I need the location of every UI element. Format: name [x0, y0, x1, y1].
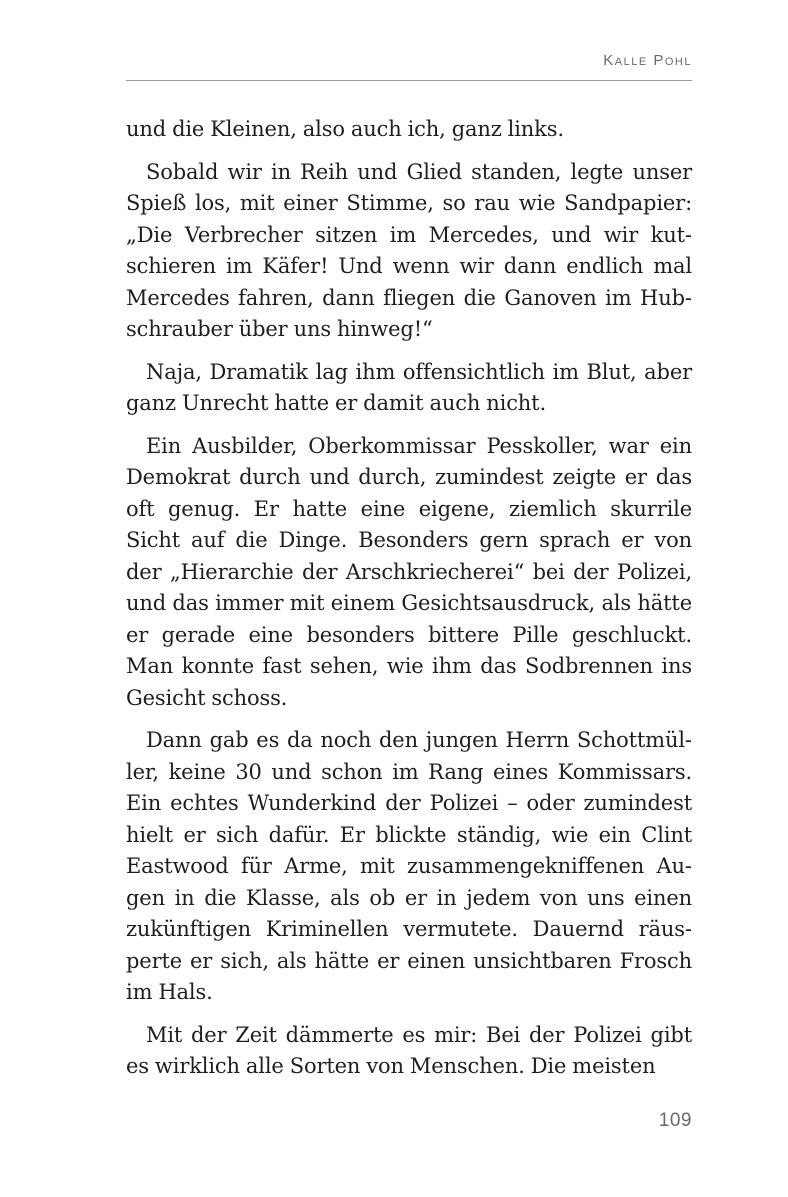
paragraph-4: Ein Ausbilder, Oberkommissar Pesskoller, war ein Demokrat durch und durch, zumindest zeigte er das oft genug. Er hatte eine eigene, ziemlich skurrile Sicht auf die Dinge. Besonders gern sprach er von der „Hierarchie der Arschkriecherei“ bei der Polizei, und das immer mit einem Gesichtsausdruck, als hätte er gerade eine besonders bittere Pille geschluckt. Man konnte fast sehen, wie ihm das Sodbrennen ins Gesicht schoss.	[126, 433, 692, 710]
paragraph-2: Sobald wir in Reih und Glied standen, legte unser Spieß los, mit einer Stimme, so rau wie Sandpapier: „Die Verbrecher sitzen im Mercedes, und wir kutschieren im Käfer! Und wenn wir dann endlich mal Mercedes fahren, dann fliegen die Ganoven im Hubschrauber über uns hinweg!“	[126, 159, 692, 341]
paragraph-3: Naja, Dramatik lag ihm offensichtlich im Blut, aber ganz Unrecht hatte er damit auch nicht.	[126, 359, 692, 415]
paragraph-6: Mit der Zeit dämmerte es mir: Bei der Polizei gibt es wirklich alle Sorten von Menschen. Die meisten	[126, 1022, 692, 1078]
page-number: 109	[658, 1110, 692, 1131]
running-head: Kalle Pohl	[603, 52, 692, 69]
header-rule	[126, 80, 692, 81]
paragraph-5: Dann gab es da noch den jungen Herrn Schottmüller, keine 30 und schon im Rang eines Kommissars. Ein echtes Wunderkind der Polizei – oder zumindest hielt er sich dafür. Er blickte ständig, wie ein Clint Eastwood für Arme, mit zusammengekniffenen Augen in die Klasse, als ob er in jedem von uns einen zukünftigen Kriminellen vermutete. Dauernd räusperte er sich, als hätte er einen unsichtbaren Frosch im Hals.	[126, 728, 692, 1004]
body-text	[126, 114, 692, 1094]
paragraph-1: und die Kleinen, also auch ich, ganz links.	[126, 117, 564, 141]
